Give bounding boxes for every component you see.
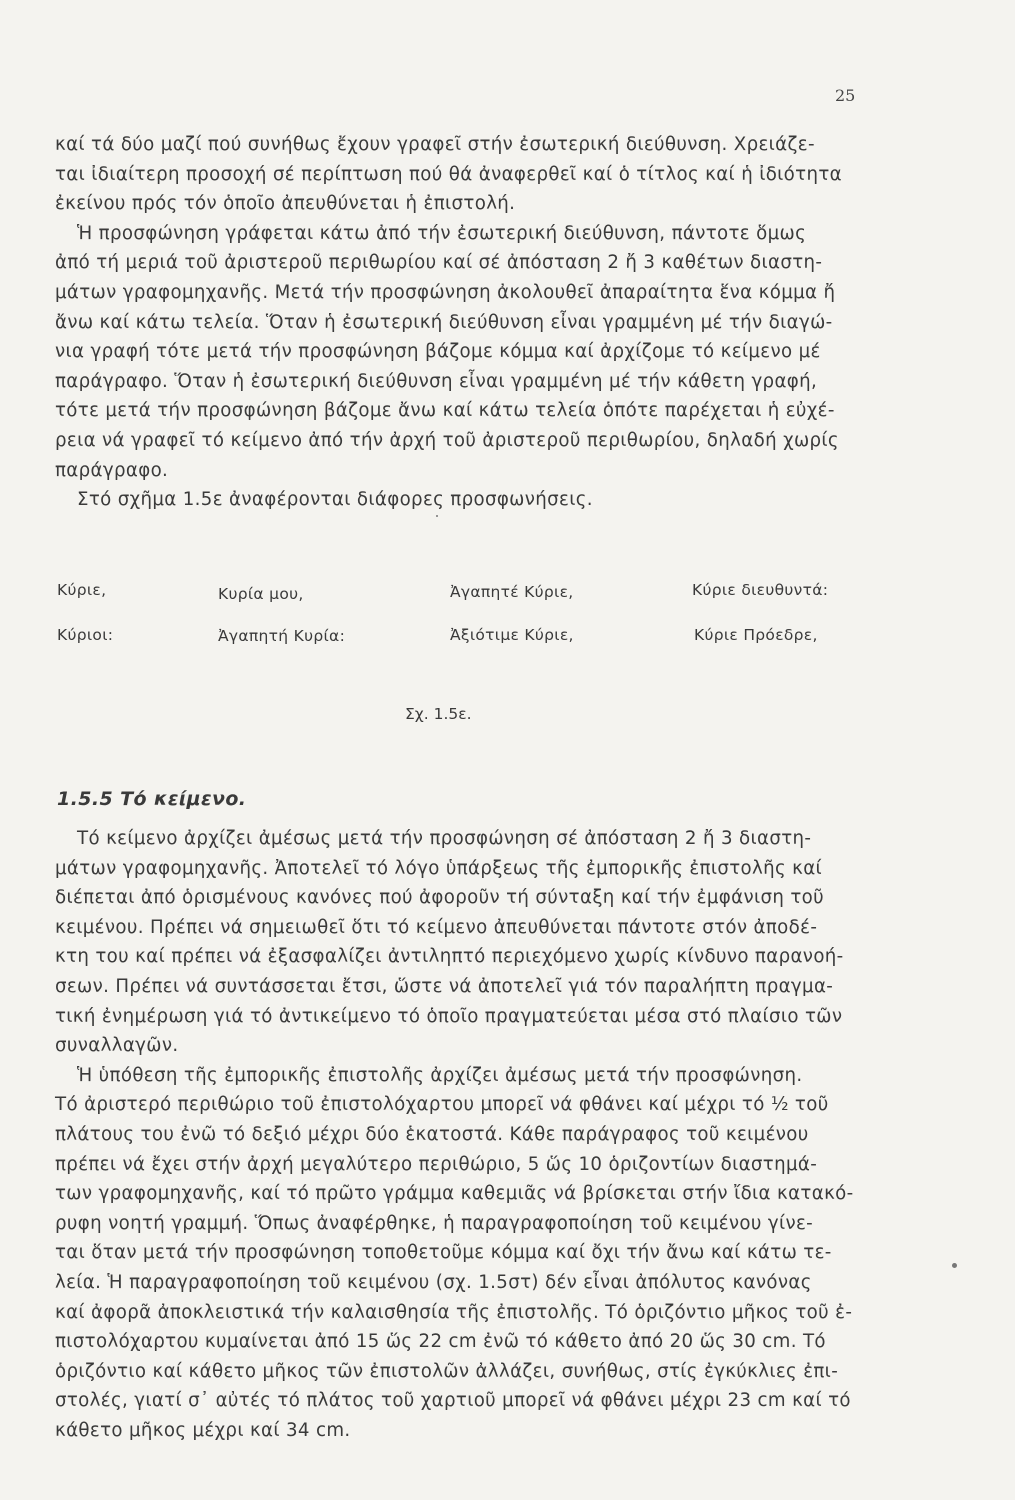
- text-line: ρεια νά γραφεῖ τό κείμενο ἀπό τήν ἀρχή τοῦ ἀριστεροῦ περιθωρίου, δηλαδή χωρίς: [55, 429, 839, 451]
- text-line: μάτων γραφομηχανῆς. Μετά τήν προσφώνηση ἀκολουθεῖ ἀπαραίτητα ἕνα κόμμα ἤ: [55, 281, 836, 303]
- text-line: Ἡ ὑπόθεση τῆς ἐμπορικῆς ἐπιστολῆς ἀρχίζει ἀμέσως μετά τήν προσφώνηση.: [77, 1064, 803, 1086]
- text-line: Ἡ προσφώνηση γράφεται κάτω ἀπό τήν ἐσωτερική διεύθυνση, πάντοτε ὅμως: [77, 222, 807, 244]
- text-line: κάθετο μῆκος μέχρι καί 34 cm.: [55, 1419, 351, 1441]
- text-line: καί ἀφορᾶ ἀποκλειστικά τήν καλαισθησία τῆς ἐπιστολῆς. Τό ὁριζόντιο μῆκος τοῦ ἐ-: [55, 1301, 853, 1323]
- salutation: Κύριε,: [57, 581, 107, 599]
- text-line: κειμένου. Πρέπει νά σημειωθεῖ ὅτι τό κείμενο ἀπευθύνεται πάντοτε στόν ἀποδέ-: [55, 916, 818, 938]
- text-line: παράγραφο. Ὅταν ἡ ἐσωτερική διεύθυνση εἶναι γραμμένη μέ τήν κάθετη γραφή,: [55, 370, 818, 392]
- salutation: Ἀγαπητέ Κύριε,: [450, 583, 574, 601]
- text-line: πλάτους του ἐνῶ τό δεξιό μέχρι δύο ἑκατοστά. Κάθε παράγραφος τοῦ κειμένου: [55, 1123, 809, 1145]
- scan-speck: [952, 1263, 957, 1268]
- intro-paragraphs: [55, 130, 870, 515]
- body-paragraphs: [55, 824, 870, 1445]
- text-line: Τό κείμενο ἀρχίζει ἀμέσως μετά τήν προσφώνηση σέ ἀπόσταση 2 ἤ 3 διαστη-: [77, 828, 812, 849]
- text-line: Στό σχῆμα 1.5ε ἀναφέρονται διάφορες προσφωνήσεις.: [77, 489, 593, 511]
- text-line: πρέπει νά ἔχει στήν ἀρχή μεγαλύτερο περιθώριο, 5 ὥς 10 ὁριζοντίων διαστημά-: [55, 1153, 818, 1175]
- text-line: ται ἰδιαίτερη προσοχή σέ περίπτωση πού θά ἀναφερθεῖ καί ὁ τίτλος καί ἡ ἰδιότητα: [55, 163, 842, 185]
- text-line: ἐκείνου πρός τόν ὁποῖο ἀπευθύνεται ἡ ἐπιστολή.: [55, 193, 516, 215]
- page-number: 25: [835, 86, 856, 105]
- salutation: Κύριοι:: [57, 626, 114, 644]
- text-line: κτη του καί πρέπει νά ἐξασφαλίζει ἀντιληπτό περιεχόμενο χωρίς κίνδυνο παρανοή-: [55, 946, 844, 968]
- salutation: Ἀξιότιμε Κύριε,: [450, 626, 574, 644]
- text-line: νια γραφή τότε μετά τήν προσφώνηση βάζομε κόμμα καί ἀρχίζομε τό κείμενο μέ: [55, 341, 821, 363]
- text-line: των γραφομηχανῆς, καί τό πρῶτο γράμμα καθεμιᾶς νά βρίσκεται στήν ἴδια κατακό-: [55, 1183, 854, 1205]
- salutation: Κύριε διευθυντά:: [692, 581, 829, 599]
- text-line: ται ὅταν μετά τήν προσφώνηση τοποθετοῦμε κόμμα καί ὄχι τήν ἄνω καί κάτω τε-: [55, 1242, 832, 1264]
- text-line: πιστολόχαρτου κυμαίνεται ἀπό 15 ὥς 22 cm ἐνῶ τό κάθετο ἀπό 20 ὥς 30 cm. Τό: [55, 1331, 826, 1353]
- salutation: Κυρία μου,: [218, 585, 304, 603]
- text-line: ἄνω καί κάτω τελεία. Ὅταν ἡ ἐσωτερική διεύθυνση εἶναι γραμμένη μέ τήν διαγώ-: [55, 311, 833, 333]
- figure-caption: Σχ. 1.5ε.: [405, 705, 472, 723]
- text-line: ἀπό τή μεριά τοῦ ἀριστεροῦ περιθωρίου καί σέ ἀπόσταση 2 ἤ 3 καθέτων διαστη-: [55, 252, 823, 274]
- scan-speck: [436, 515, 438, 517]
- text-line: ρυφη νοητή γραμμή. Ὅπως ἀναφέρθηκε, ἡ παραγραφοποίηση τοῦ κειμένου γίνε-: [55, 1212, 814, 1234]
- text-line: διέπεται ἀπό ὁρισμένους κανόνες πού ἀφοροῦν τή σύνταξη καί τήν ἐμφάνιση τοῦ: [55, 887, 825, 909]
- text-line: καί τά δύο μαζί πού συνήθως ἔχουν γραφεῖ στήν ἐσωτερική διεύθυνση. Χρειάζε-: [55, 134, 815, 155]
- text-line: λεία. Ἡ παραγραφοποίηση τοῦ κειμένου (σχ. 1.5στ) δέν εἶναι ἀπόλυτος κανόνας: [55, 1271, 812, 1293]
- salutation: Ἀγαπητή Κυρία:: [218, 627, 346, 645]
- text-line: Τό ἀριστερό περιθώριο τοῦ ἐπιστολόχαρτου μπορεῖ νά φθάνει καί μέχρι τό ½ τοῦ: [55, 1094, 829, 1116]
- text-line: στολές, γιατί σ᾽ αὐτές τό πλάτος τοῦ χαρτιοῦ μπορεῖ νά φθάνει μέχρι 23 cm καί τό: [55, 1390, 851, 1412]
- text-line: παράγραφο.: [55, 459, 169, 481]
- text-line: τότε μετά τήν προσφώνηση βάζομε ἄνω καί κάτω τελεία ὁπότε παρέχεται ἡ εὐχέ-: [55, 400, 835, 422]
- section-heading: 1.5.5 Τό κείμενο.: [57, 788, 247, 810]
- text-line: συναλλαγῶν.: [55, 1035, 179, 1057]
- text-line: σεων. Πρέπει νά συντάσσεται ἔτσι, ὥστε νά ἀποτελεῖ γιά τόν παραλήπτη πραγμα-: [55, 975, 834, 997]
- text-line: μάτων γραφομηχανῆς. Ἀποτελεῖ τό λόγο ὑπάρξεως τῆς ἐμπορικῆς ἐπιστολῆς καί: [55, 857, 823, 879]
- text-line: ὁριζόντιο καί κάθετο μῆκος τῶν ἐπιστολῶν ἀλλάζει, συνήθως, στίς ἐγκύκλιες ἐπι-: [55, 1360, 839, 1382]
- salutation: Κύριε Πρόεδρε,: [694, 626, 818, 644]
- text-line: τική ἐνημέρωση γιά τό ἀντικείμενο τό ὁποῖο πραγματεύεται μέσα στό πλαίσιο τῶν: [55, 1005, 843, 1027]
